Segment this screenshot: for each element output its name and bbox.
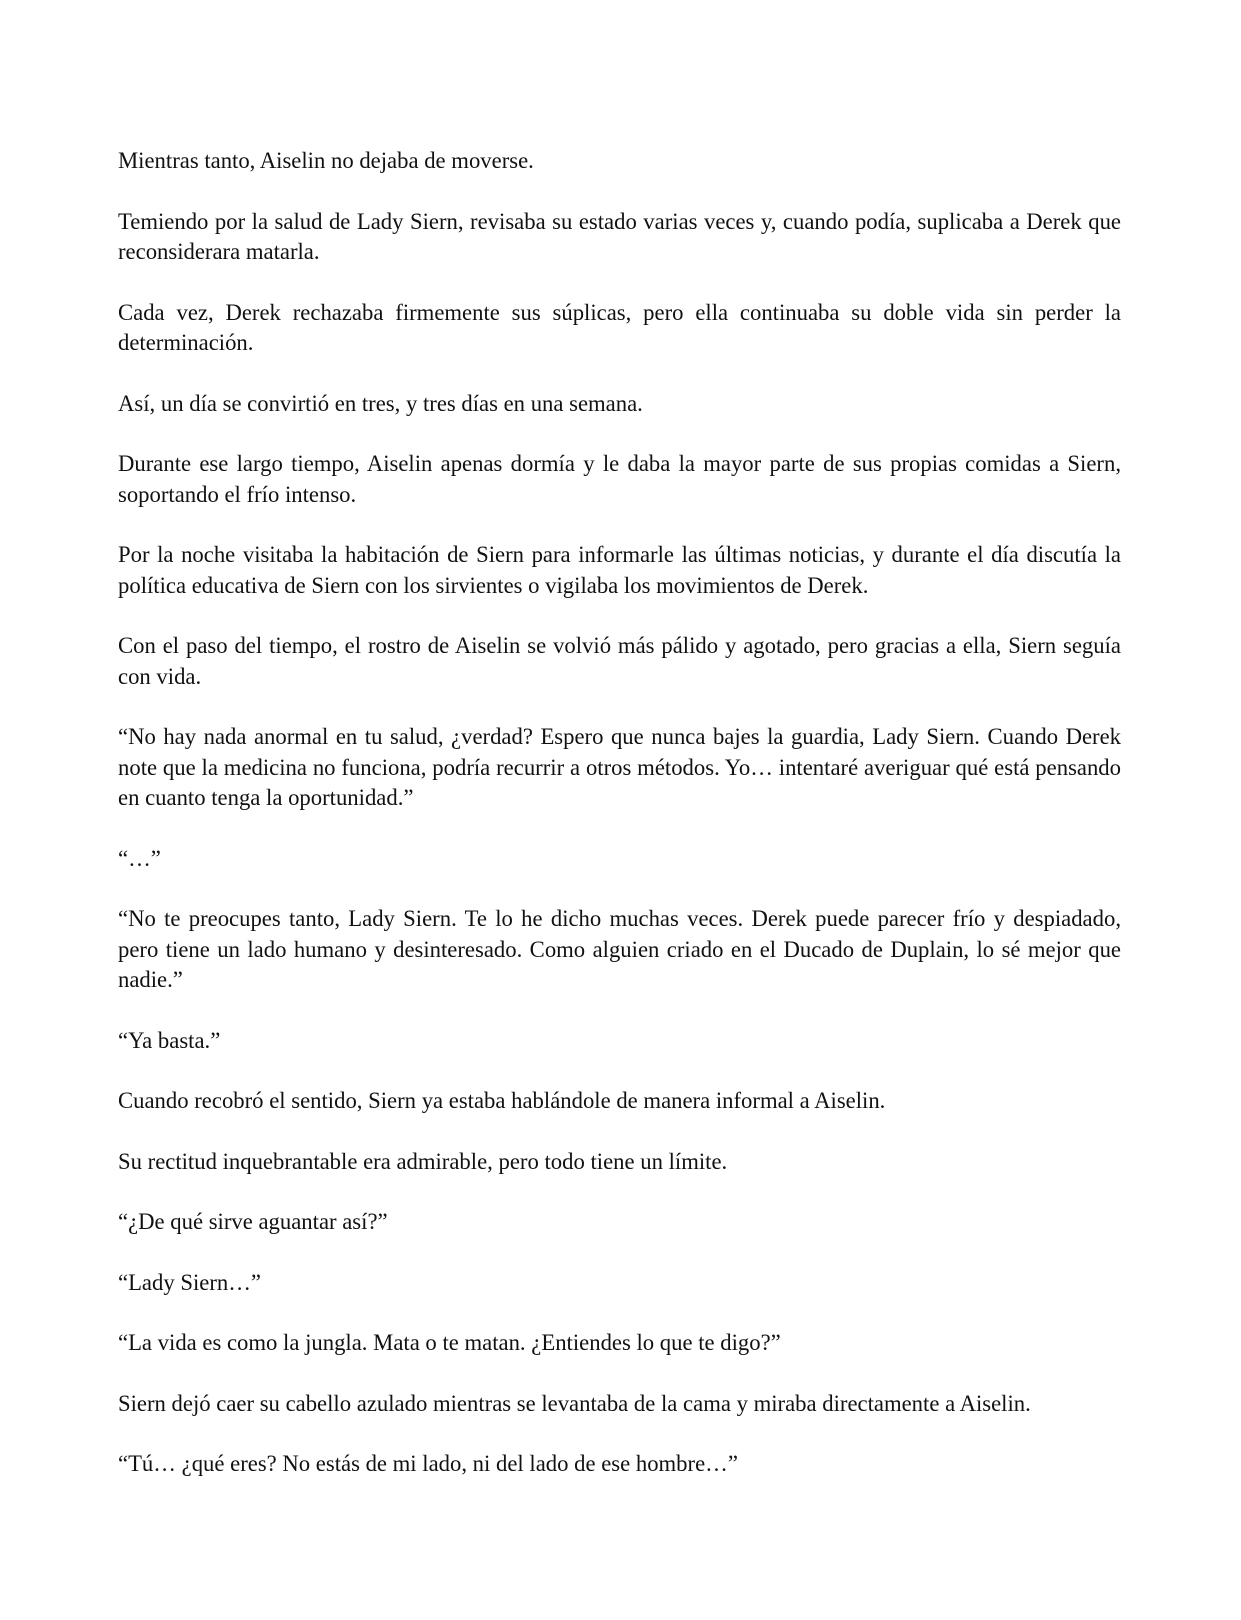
- paragraph: Cuando recobró el sentido, Siern ya estaba hablándole de manera informal a Aiselin.: [118, 1088, 886, 1113]
- paragraph: Durante ese largo tiempo, Aiselin apenas dormía y le daba la mayor parte de sus propias comidas a Siern, soportando el frío intenso.: [118, 451, 1121, 507]
- paragraph: “La vida es como la jungla. Mata o te matan. ¿Entiendes lo que te digo?”: [118, 1330, 781, 1355]
- paragraph: Su rectitud inquebrantable era admirable, pero todo tiene un límite.: [118, 1148, 728, 1174]
- paragraph: “No te preocupes tanto, Lady Siern. Te lo he dicho muchas veces. Derek puede parecer frío y despiadado, pero tiene un lado humano y desinteresado. Como alguien criado en el Ducado de Duplain, lo sé mejor que nadie.”: [118, 906, 1121, 992]
- paragraph: Por la noche visitaba la habitación de Siern para informarle las últimas noticias, y durante el día discutía la política educativa de Siern con los sirvientes o vigilaba los movimientos de Derek.: [118, 542, 1121, 598]
- paragraph: Cada vez, Derek rechazaba firmemente sus súplicas, pero ella continuaba su doble vida sin perder la determinación.: [118, 299, 1121, 355]
- paragraph: Así, un día se convirtió en tres, y tres días en una semana.: [118, 390, 643, 416]
- paragraph: “…”: [118, 845, 161, 871]
- paragraph: Mientras tanto, Aiselin no dejaba de moverse.: [118, 148, 534, 173]
- paragraph: “Tú… ¿qué eres? No estás de mi lado, ni del lado de ese hombre…”: [118, 1451, 738, 1476]
- paragraph: Siern dejó caer su cabello azulado mientras se levantaba de la cama y miraba directamente a Aiselin.: [118, 1390, 1031, 1416]
- paragraph: Temiendo por la salud de Lady Siern, revisaba su estado varias veces y, cuando podía, suplicaba a Derek que reconsiderara matarla.: [118, 208, 1121, 264]
- paragraph: “Lady Siern…”: [118, 1269, 262, 1295]
- paragraph: “¿De qué sirve aguantar así?”: [118, 1209, 388, 1234]
- paragraph: “No hay nada anormal en tu salud, ¿verdad? Espero que nunca bajes la guardia, Lady Siern. Cuando Derek note que la medicina no funciona, podría recurrir a otros métodos. Yo… intentaré averiguar qué está pensando en cuanto tenga la oportunidad.”: [118, 724, 1121, 810]
- paragraph: “Ya basta.”: [118, 1027, 221, 1053]
- paragraph: Con el paso del tiempo, el rostro de Aiselin se volvió más pálido y agotado, pero gracias a ella, Siern seguía con vida.: [118, 633, 1121, 689]
